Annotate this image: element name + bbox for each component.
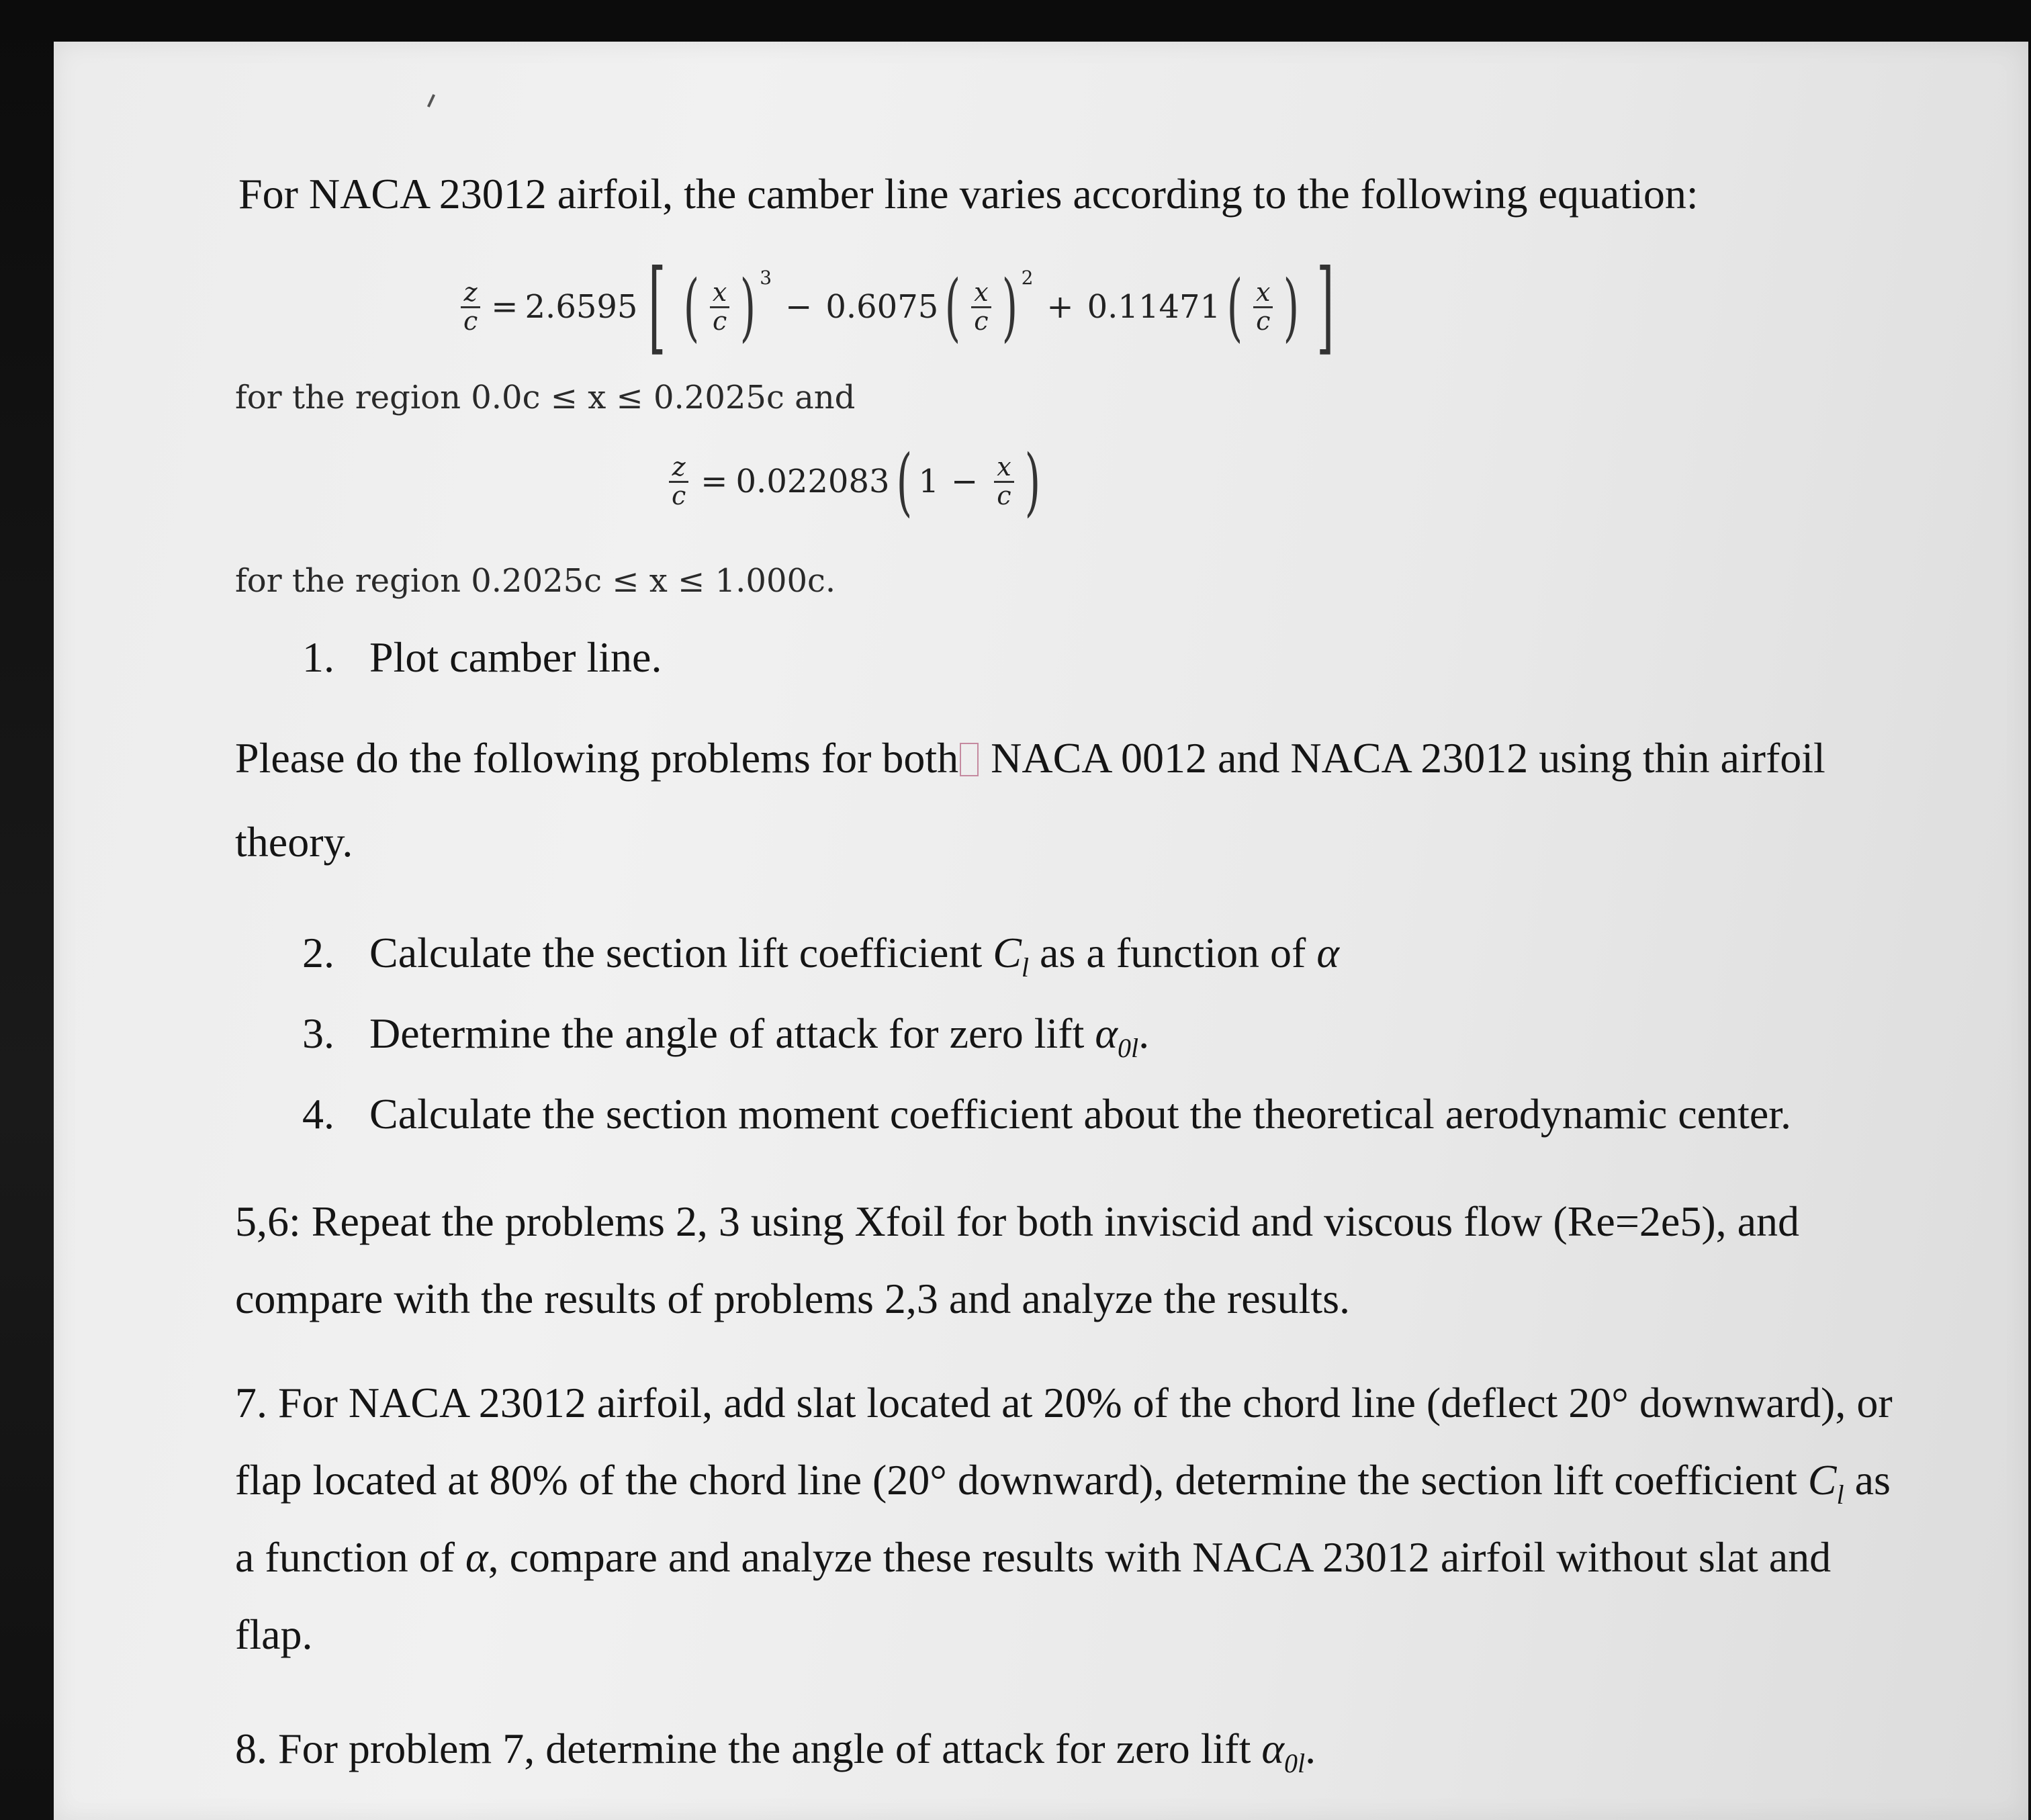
- region-1-text: for the region 0.0c ≤ x ≤ 0.2025c and: [235, 379, 856, 416]
- instructions-line-1: Please do the following problems for both NACA 0012 and NACA 23012 using thin airfoil: [235, 734, 1825, 782]
- problem-56-line-1: 5,6: Repeat the problems 2, 3 using Xfoil for both inviscid and viscous flow (Re=2e5), and: [235, 1197, 1800, 1245]
- list-item-1: 1. Plot camber line.: [302, 633, 662, 681]
- list-item-4: 4. Calculate the section moment coefficient about the theoretical aerodynamic center.: [302, 1090, 1792, 1138]
- problem-7-line-4: flap.: [235, 1610, 313, 1658]
- z-over-c-fraction: $\frac{z}{c}$: [461, 279, 480, 335]
- list-item-3: 3. Determine the angle of attack for zero lift $\alpha_{0l}$.: [302, 1009, 1150, 1063]
- list-item-2: 2. Calculate the section lift coefficient $C_l$ as a function of α: [302, 929, 1339, 983]
- text-cursor-icon: [960, 743, 979, 776]
- region-2-text: for the region 0.2025c ≤ x ≤ 1.000c.: [235, 562, 836, 600]
- problem-56-line-2: compare with the results of problems 2,3 and analyze the results.: [235, 1275, 1350, 1322]
- z-over-c-fraction-2: $\frac{z}{c}$: [669, 454, 688, 510]
- camber-equation-2: $\frac{z}{c}$ = 0.022083 ( 1 − $\frac{x}{c}$ ): [665, 445, 1047, 518]
- document-screen: [54, 42, 2028, 1820]
- pen-mark: [427, 94, 435, 107]
- problem-7-line-2: flap located at 80% of the chord line (20° downward), determine the section lift coefficient $C_l$ as: [235, 1456, 1891, 1510]
- problem-8-line: 8. For problem 7, determine the angle of attack for zero lift $\alpha_{0l}$.: [235, 1725, 1316, 1778]
- camber-equation-1: $\frac{z}{c}$ = 2.6595 [ ( $\frac{x}{c}$ ) 3 − 0.6075 ( $\frac{x}{c}$ ) 2 + 0.11471 ( $\frac{x}{c}$ ) ]: [457, 257, 1345, 357]
- problem-7-line-3: a function of α, compare and analyze these results with NACA 23012 airfoil without slat and: [235, 1533, 1832, 1581]
- intro-text: For NACA 23012 airfoil, the camber line varies according to the following equation:: [238, 170, 1699, 218]
- problem-7-line-1: 7. For NACA 23012 airfoil, add slat located at 20% of the chord line (deflect 20° downward), or: [235, 1379, 1893, 1426]
- instructions-line-2: theory.: [235, 818, 353, 866]
